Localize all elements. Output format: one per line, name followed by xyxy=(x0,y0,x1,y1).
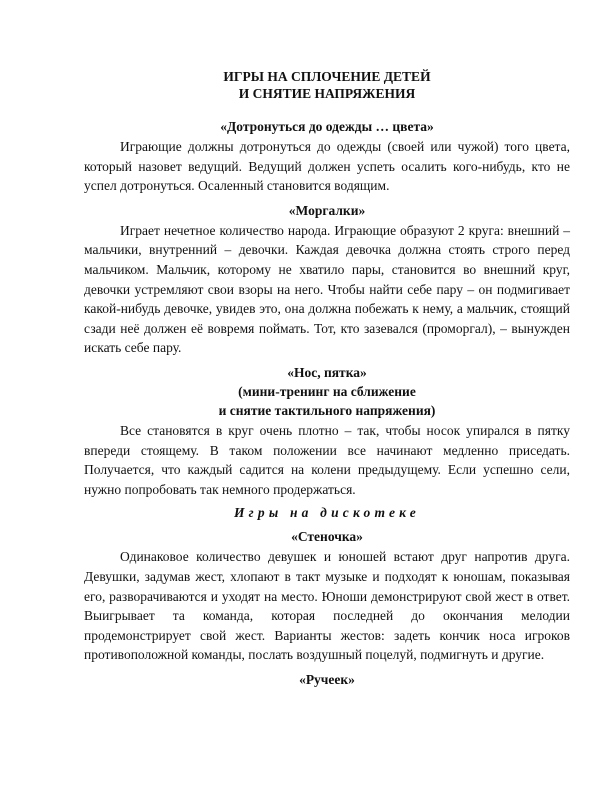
game-text-nose-heel: Все становятся в круг очень плотно – так, чтобы носок упирался в пятку впереди стоящему. В таком положении все начинают медленно приседать. Получается, что каждый садится на колени предыдущему. Если успешно сели, нужно попробовать так немного продержаться. xyxy=(84,422,570,497)
game-heading-touch-clothes: «Дотронуться до одежды … цвета» xyxy=(220,119,434,134)
game-text-morgalki: Играет нечетное количество народа. Играющие образуют 2 круга: внешний – мальчики, внутренний – девочки. Каждая девочка должна стоять строго перед мальчиком. Мальчик, которому не хватило пары, становится во внешний круг, девочки устремляют свои взоры на него. Чтобы найти себе пару – он подмигивает какой-нибудь девочке, увидев это, она должна побежать к нему, а мальчик, стоящий сзади неё должен её вовремя поймать. Тот, кто зазевался (проморгал), – вынужден искать себе пару. xyxy=(84,222,570,356)
game-heading-nose-heel-title: «Нос, пятка» xyxy=(287,364,367,380)
game-heading-nose-heel xyxy=(84,363,570,420)
title-line-2: И СНЯТИЕ НАПРЯЖЕНИЯ xyxy=(238,86,416,101)
game-subheading-line-1: (мини-тренинг на сближение xyxy=(238,383,416,399)
game-subheading-line-2: и снятие тактильного напряжения) xyxy=(218,402,436,418)
game-text-stenochka: Одинаковое количество девушек и юношей встают друг напротив друга. Девушки, задумав жест, хлопают в такт музыке и подходят к юношам, показывая его, разворачиваются и уходят на место. Юноши демонстрируют свой жест в ответ. Выигрывает та команда, которая последней до окончания мелодии продемонстрирует свой жест. Варианты жестов: задеть кончик носа игроков противоположной команды, послать воздушный поцелуй, подмигнуть и другие. xyxy=(84,549,570,663)
game-heading-stenochka: «Стеночка» xyxy=(291,529,363,545)
game-text-touch-clothes: Играющие должны дотронуться до одежды (своей или чужой) того цвета, который назовет ведущий. Ведущий должен успеть осалить кого-нибудь, кто не успел дотронуться. Осаленный становится водящим. xyxy=(84,139,570,194)
title-line-1: ИГРЫ НА СПЛОЧЕНИЕ ДЕТЕЙ xyxy=(223,69,431,84)
game-heading-morgalki: «Моргалки» xyxy=(288,202,366,218)
document-page xyxy=(84,68,570,689)
page-title xyxy=(84,68,570,102)
game-heading-ruchek: «Ручеек» xyxy=(299,671,355,687)
section-title-disco: Игры на дискотеке xyxy=(233,505,421,521)
